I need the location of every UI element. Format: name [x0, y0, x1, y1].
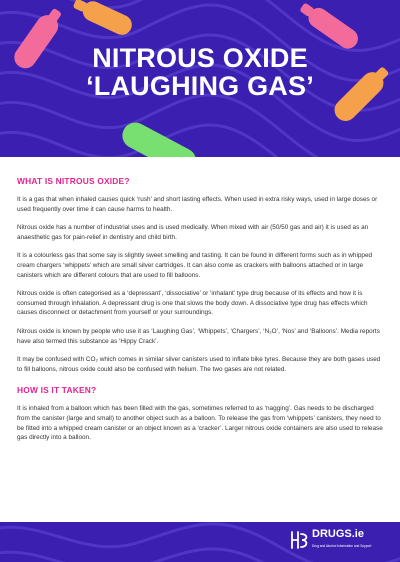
green-canister-icon [118, 118, 210, 157]
title-line-2: ‘LAUGHING GAS’ [86, 71, 314, 101]
drugs-ie-logo[interactable]: DRUGS.ie [312, 528, 364, 540]
paragraph: It is inhaled from a balloon which has been filled with the gas, sometimes referred to as ‘nagging’. Gas needs to be discharged from the canister (large and small) to another object such as a balloon. To release the gas from ‘whippets’ canisters, they need to be fitted into a whipped cream canister or an object known as a ‘cracker’. Larger nitrous oxide containers are also used to release gas directly into a balloon. [17, 405, 383, 442]
main-content [17, 176, 385, 452]
section-heading-how-taken: HOW IS IT TAKEN? [17, 385, 97, 396]
paragraph: It is a colourless gas that some say is slightly sweet smelling and tasting. It can be found in different forms such as in whipped cream chargers ‘whippets’ which are small silver cartridges. It can also come as crackers with balloons attached or in large canisters which are different colours that are used to fill balloons. [17, 252, 373, 279]
title-line-1: NITROUS OXIDE [92, 43, 308, 73]
hse-logo-icon [288, 530, 310, 550]
paragraph: It may be confused with CO₂ which comes in similar silver canisters used to inflate bike tyres. Because they are both gases used to fill balloons, nitrous oxide could also be confused with helium. The two gases are not related. [17, 356, 381, 373]
paragraph: Nitrous oxide has a number of industrial uses and is used medically. When mixed with air (50/50 gas and air) it is used as an anaesthetic gas for pain-relief in dentistry and child birth. [17, 224, 369, 241]
paragraph: Nitrous oxide is known by people who use it as ‘Laughing Gas’, ‘Whippets’, ‘Chargers’, ‘N₂O’, ‘Nos’ and ‘Balloons’. Media reports have also termed this substance as ‘Hippy Crack’. [17, 327, 380, 345]
drugs-ie-tagline: Drug and Alcohol Information and Support [312, 544, 372, 548]
paragraph: Nitrous oxide is often categorised as a ‘depressant’, ‘dissociative’ or ‘inhalant’ type drug because of its effects and how it is consumed through inhalation. A depressant drug is one that slows the body down. A dissociative type drug has effects which causes disconnect or detachment from yourself or your surroundings. [17, 290, 368, 317]
page-title [0, 44, 400, 100]
paragraph: It is a gas that when inhaled causes quick ‘rush’ and short lasting effects. When used in extra risky ways, used in large doses or used frequently over time it can cause harms to health. [17, 196, 378, 213]
section-heading-what-is: WHAT IS NITROUS OXIDE? [17, 176, 130, 186]
hero-banner [0, 0, 400, 157]
